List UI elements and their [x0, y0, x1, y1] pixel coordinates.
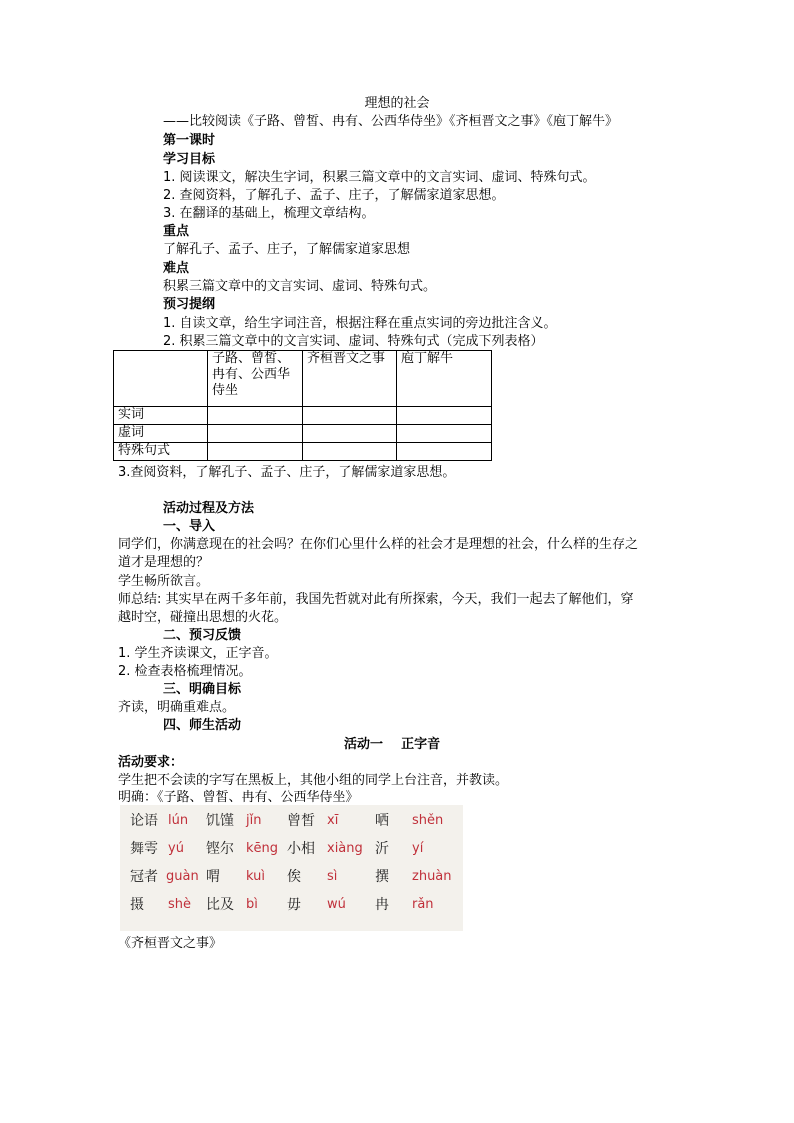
goals-heading: 学习目标	[163, 152, 216, 167]
page-title: 理想的社会	[364, 96, 430, 111]
pinyin-word: 比及	[206, 897, 234, 913]
table-header-cell: 齐桓晋文之事	[303, 351, 397, 407]
section-heading: 二、预习反馈	[163, 628, 242, 643]
table-row-label: 虚词	[114, 425, 208, 443]
pinyin-word: 摄	[130, 897, 144, 913]
pinyin-word: 俟	[287, 869, 301, 885]
pinyin-reading: lún	[168, 813, 189, 828]
difficulty-heading: 难点	[163, 261, 190, 276]
page-subtitle: ——比较阅读《子路、曾皙、冉有、公西华侍坐》《齐桓晋文之事》《庖丁解牛》	[163, 114, 619, 129]
pinyin-word: 论语	[130, 813, 158, 829]
activity-title: 活动一 正字音	[344, 737, 441, 752]
preview-item: 1. 自读文章，给生字词注音，根据注释在重点实词的旁边批注含义。	[163, 316, 557, 331]
table-row	[114, 443, 492, 461]
pinyin-word: 铿尔	[206, 841, 234, 857]
list-item: 1. 学生齐读课文，正字音。	[118, 646, 278, 661]
pinyin-reading: kuì	[246, 869, 265, 884]
pinyin-word: 沂	[375, 841, 389, 857]
table-row	[114, 425, 492, 443]
pinyin-word: 饥馑	[206, 813, 234, 829]
table-header-cell: 庖丁解牛	[397, 351, 492, 407]
pinyin-reading: sì	[327, 869, 338, 884]
paragraph-line: 同学们，你满意现在的社会吗？在你们心里什么样的社会才是理想的社会，什么样的生存之	[118, 537, 639, 552]
paragraph-line: 齐读，明确重难点。	[118, 700, 236, 715]
table-header-cell: 子路、曾皙、冉有、公西华侍坐	[208, 351, 303, 407]
table-header-cell	[114, 351, 208, 407]
pinyin-word: 哂	[375, 813, 389, 829]
pinyin-reading: guàn	[166, 869, 199, 884]
difficulty-text: 积累三篇文章中的文言实词、虚词、特殊句式。	[163, 279, 437, 294]
paragraph-line: 学生畅所欲言。	[118, 574, 210, 589]
pinyin-row	[120, 840, 463, 868]
table-row-label: 实词	[114, 407, 208, 425]
pinyin-row	[120, 868, 463, 896]
pinyin-reading: xī	[327, 813, 339, 828]
goal-item: 2. 查阅资料，了解孔子、孟子、庄子，了解儒家道家思想。	[163, 188, 505, 203]
pinyin-reading: rǎn	[412, 897, 434, 912]
pinyin-reading: yú	[168, 841, 184, 856]
paragraph-line: 越时空，碰撞出思想的火花。	[118, 610, 288, 625]
pinyin-word: 小相	[287, 841, 315, 857]
process-heading: 活动过程及方法	[163, 501, 255, 516]
pinyin-word: 毋	[287, 897, 301, 913]
goal-item: 3. 在翻译的基础上，梳理文章结构。	[163, 206, 375, 221]
pinyin-row	[120, 812, 463, 840]
table-row	[114, 407, 492, 425]
pinyin-reading: kēng	[246, 841, 279, 856]
preview-item: 2. 积累三篇文章中的文言实词、虚词、特殊句式（完成下列表格）	[163, 334, 544, 349]
pinyin-reading: yí	[412, 841, 424, 856]
pinyin-word: 舞雩	[130, 841, 158, 857]
paragraph-line: 师总结: 其实早在两千多年前，我国先哲就对此有所探索，今天，我们一起去了解他们，穿	[118, 592, 634, 607]
section-heading: 一、导入	[163, 519, 216, 534]
table-header-row	[114, 351, 492, 407]
preview-item: 3.查阅资料，了解孔子、孟子、庄子，了解儒家道家思想。	[118, 465, 456, 480]
paragraph-line: 学生把不会读的字写在黑板上，其他小组的同学上台注音，并教读。	[118, 773, 509, 788]
pinyin-reading: bì	[246, 897, 258, 912]
pinyin-word: 冠者	[130, 869, 158, 885]
section-heading: 四、师生活动	[163, 718, 242, 733]
pinyin-reading: xiàng	[327, 841, 363, 856]
list-item: 2. 检查表格梳理情况。	[118, 664, 252, 679]
activity-requirement-heading: 活动要求：	[118, 755, 184, 770]
table-row-label: 特殊句式	[114, 443, 208, 461]
lesson-heading: 第一课时	[163, 133, 216, 148]
preview-heading: 预习提纲	[163, 297, 216, 312]
paragraph-line: 《齐桓晋文之事》	[118, 936, 223, 951]
pinyin-word: 喟	[206, 869, 220, 885]
pinyin-reading: wú	[327, 897, 346, 912]
pinyin-reading: jǐn	[246, 813, 262, 828]
pinyin-image	[120, 805, 463, 931]
paragraph-line: 明确：《子路、曾皙、冉有、公西华侍坐》	[118, 790, 359, 805]
pinyin-word: 曾皙	[287, 813, 315, 829]
goal-item: 1. 阅读课文，解决生字词，积累三篇文章中的文言实词、虚词、特殊句式。	[163, 170, 596, 185]
pinyin-reading: shěn	[412, 813, 444, 828]
paragraph-line: 道才是理想的？	[118, 555, 210, 570]
key-point-heading: 重点	[163, 224, 190, 239]
section-heading: 三、明确目标	[163, 682, 242, 697]
pinyin-word: 撰	[375, 869, 389, 885]
pinyin-row	[120, 896, 463, 924]
pinyin-reading: zhuàn	[412, 869, 452, 884]
pinyin-word: 冉	[375, 897, 389, 913]
pinyin-reading: shè	[168, 897, 192, 912]
key-point-text: 了解孔子、孟子、庄子，了解儒家道家思想	[163, 242, 411, 257]
vocab-table	[113, 350, 492, 461]
